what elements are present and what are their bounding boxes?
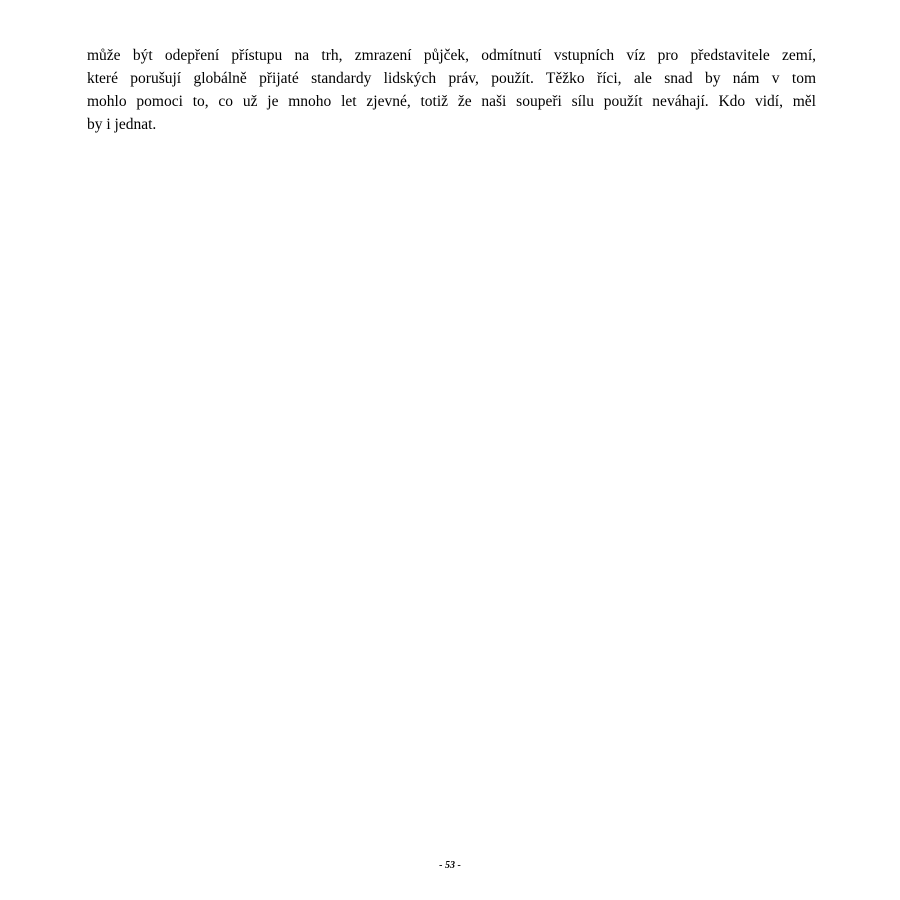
- paragraph-line-4: by i jednat.: [87, 116, 157, 133]
- page-number: - 53 -: [439, 860, 461, 871]
- paragraph-line-1: může být odepření přístupu na trh, zmrazení půjček, odmítnutí vstupních víz pro představitele zemí,: [87, 47, 816, 64]
- paragraph-line-3: mohlo pomoci to, co už je mnoho let zjevné, totiž že naši soupeři sílu použít neváhají. Kdo vidí, měl: [87, 93, 816, 110]
- body-paragraph: [87, 44, 816, 136]
- paragraph-line-2: které porušují globálně přijaté standardy lidských práv, použít. Těžko říci, ale snad by nám v tom: [87, 70, 816, 87]
